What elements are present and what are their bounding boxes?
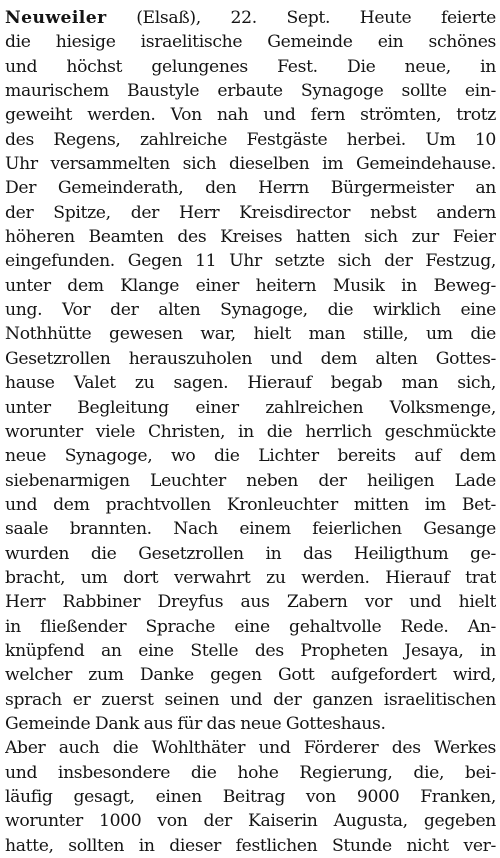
- article-line: unter dem Klange einer heitern Musik in Beweg-: [5, 275, 496, 296]
- article-line: Gemeinde Dank aus für das neue Gotteshaus.: [5, 713, 386, 734]
- article-line: läufig gesagt, einen Beitrag von 9000 Franken,: [5, 787, 496, 807]
- article-line: Gesetzrollen herauszuholen und dem alten Gottes-: [5, 348, 496, 369]
- place-heading: Neuweiler: [5, 8, 107, 28]
- article-line: ung. Vor der alten Synagoge, die wirklich eine: [5, 300, 496, 321]
- article-line: knüpfend an eine Stelle des Propheten Jesaya, in: [5, 640, 496, 661]
- article-line: der Spitze, der Herr Kreisdirector nebst andern: [5, 202, 496, 223]
- article-line: und höchst gelungenes Fest. Die neue, in: [5, 56, 496, 77]
- article-line: neue Synagoge, wo die Lichter bereits auf dem: [5, 446, 496, 467]
- article-line: hatte, sollten in dieser festlichen Stunde nicht ver-: [5, 835, 496, 856]
- article-line: saale brannten. Nach einem feierlichen Gesange: [5, 519, 496, 540]
- article-line: geweiht werden. Von nah und fern strömten, trotz: [5, 105, 496, 126]
- article-line: wurden die Gesetzrollen in das Heiligthum ge-: [5, 543, 496, 564]
- article-line: des Regens, zahlreiche Festgäste herbei. Um 10: [5, 129, 496, 150]
- article-line: sprach er zuerst seinen und der ganzen israelitischen: [5, 689, 496, 710]
- article-line: und dem prachtvollen Kronleuchter mitten im Bet-: [5, 494, 496, 515]
- article-line: unter Begleitung einer zahlreichen Volksmenge,: [5, 397, 496, 418]
- article-line: die hiesige israelitische Gemeinde ein schönes: [5, 32, 496, 53]
- article-line: bracht, um dort verwahrt zu werden. Hierauf trat: [5, 567, 496, 588]
- article-line: siebenarmigen Leuchter neben der heiligen Lade: [5, 470, 496, 491]
- article-line: Nothhütte gewesen war, hielt man stille, um die: [5, 324, 496, 345]
- article-line: Der Gemeinderath, den Herrn Bürgermeister an: [5, 178, 496, 199]
- article-line: maurischem Baustyle erbaute Synagoge sollte ein-: [5, 81, 496, 102]
- article-line: und insbesondere die hohe Regierung, die, bei-: [5, 762, 496, 783]
- article-line-1-text: (Elsaß), 22. Sept. Heute feierte: [136, 8, 496, 28]
- article-line: worunter viele Christen, in die herrlich geschmückte: [5, 421, 496, 442]
- article-line: eingefunden. Gegen 11 Uhr setzte sich der Festzug,: [5, 251, 496, 272]
- article-line: Herr Rabbiner Dreyfus aus Zabern vor und hielt: [5, 592, 496, 613]
- article-line: in fließender Sprache eine gehaltvolle Rede. An-: [5, 616, 496, 637]
- article-line: hause Valet zu sagen. Hierauf begab man sich,: [5, 373, 496, 394]
- article-line: worunter 1000 von der Kaiserin Augusta, gegeben: [5, 811, 496, 832]
- newspaper-article: [5, 6, 496, 858]
- article-line: Uhr versammelten sich dieselben im Gemeindehause.: [5, 154, 496, 175]
- article-line: welcher zum Danke gegen Gott aufgefordert wird,: [5, 665, 496, 686]
- article-line: höheren Beamten des Kreises hatten sich zur Feier: [5, 227, 496, 248]
- article-line: Aber auch die Wohlthäter und Förderer des Werkes: [5, 738, 496, 759]
- article-line-1: [5, 6, 496, 30]
